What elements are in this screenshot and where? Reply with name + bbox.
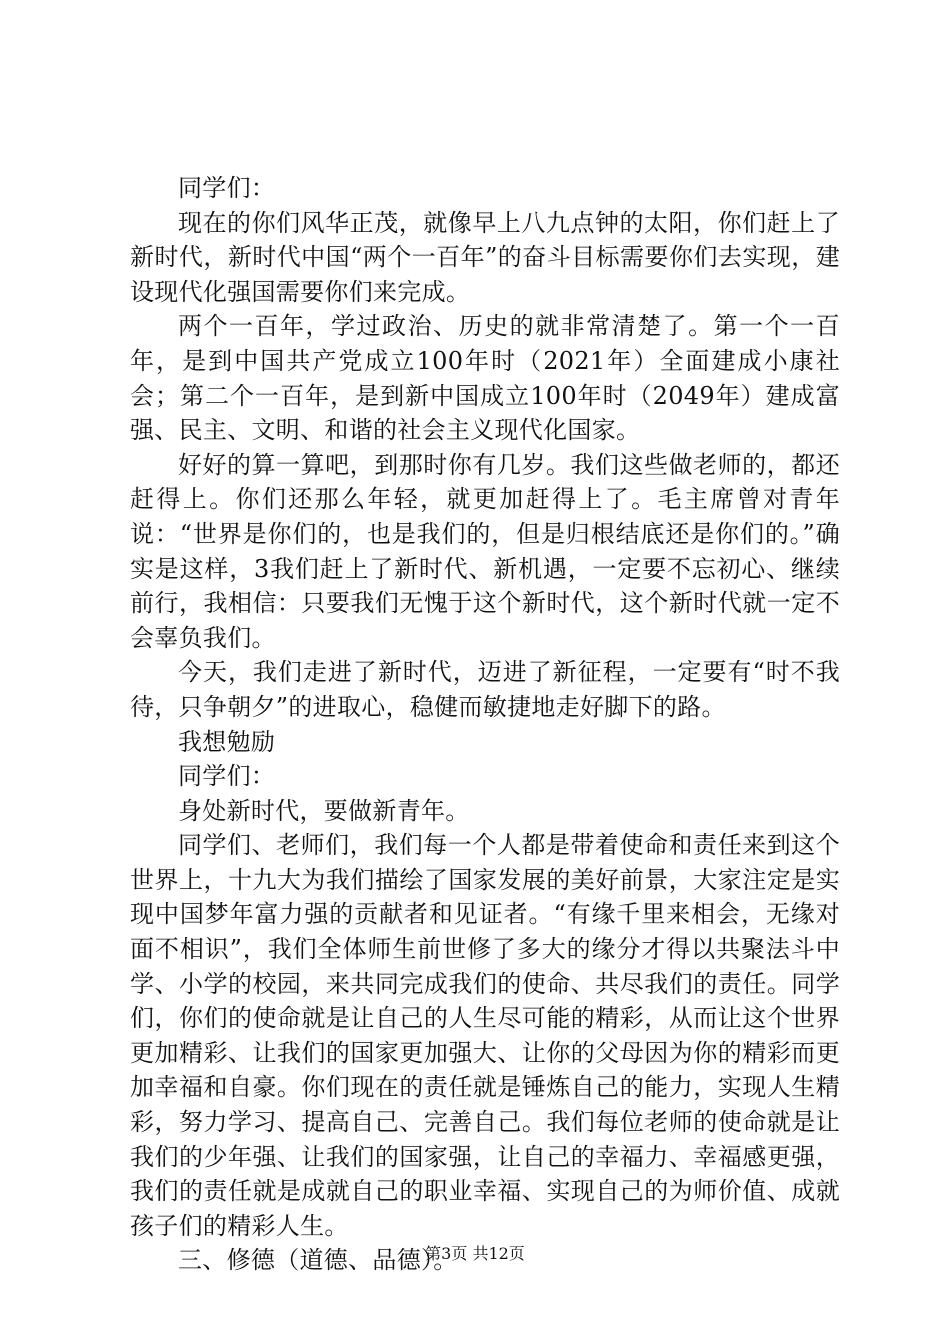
document-body [130, 171, 840, 1278]
paragraph: 同学们： [178, 762, 276, 791]
paragraph: 身处新时代，要做新青年。 [178, 796, 470, 825]
page-number-footer: 第3页 共12页 [425, 1244, 525, 1263]
paragraph: 三、修德（道德、品德）。 [178, 1246, 458, 1275]
paragraph: 今天，我们走进了新时代，迈进了新征程，一定要有“时不我待，只争朝夕”的进取心，稳健而敏捷地走好脚下的路。 [130, 658, 840, 721]
paragraph: 好好的算一算吧，到那时你有几岁。我们这些做老师的，都还赶得上。你们还那么年轻，就更加赶得上了。毛主席曾对青年说：“世界是你们的，也是我们的，但是归根结底还是你们的。”确实是这样，3我们赶上了新时代、新机遇，一定要不忘初心、继续前行，我相信：只要我们无愧于这个新时代，这个新时代就一定不会辜负我们。 [130, 450, 840, 652]
paragraph: 现在的你们风华正茂，就像早上八九点钟的太阳，你们赶上了新时代，新时代中国“两个一百年”的奋斗目标需要你们去实现，建设现代化强国需要你们来完成。 [130, 208, 840, 306]
paragraph: 两个一百年，学过政治、历史的就非常清楚了。第一个一百年，是到中国共产党成立100年时（2021年）全面建成小康社会；第二个一百年，是到新中国成立100年时（2049年）建成富强、民主、文明、和谐的社会主义现代化国家。 [130, 312, 840, 445]
paragraph: 同学们、老师们，我们每一个人都是带着使命和责任来到这个世界上，十九大为我们描绘了国家发展的美好前景，大家注定是实现中国梦年富力强的贡献者和见证者。“有缘千里来相会，无缘对面不相识”，我们全体师生前世修了多大的缘分才得以共聚法斗中学、小学的校园，来共同完成我们的使命、共尽我们的责任。同学们，你们的使命就是让自己的人生尽可能的精彩，从而让这个世界更加精彩、让我们的国家更加强大、让你的父母因为你的精彩而更加幸福和自豪。你们现在的责任就是锤炼自己的能力，实现人生精彩，努力学习、提高自己、完善自己。我们每位老师的使命就是让我们的少年强、让我们的国家强，让自己的幸福力、幸福感更强，我们的责任就是成就自己的职业幸福、实现自己的为师价值、成就孩子们的精彩人生。 [130, 831, 840, 1240]
paragraph: 我想勉励 [178, 727, 276, 756]
paragraph: 同学们： [178, 174, 276, 202]
